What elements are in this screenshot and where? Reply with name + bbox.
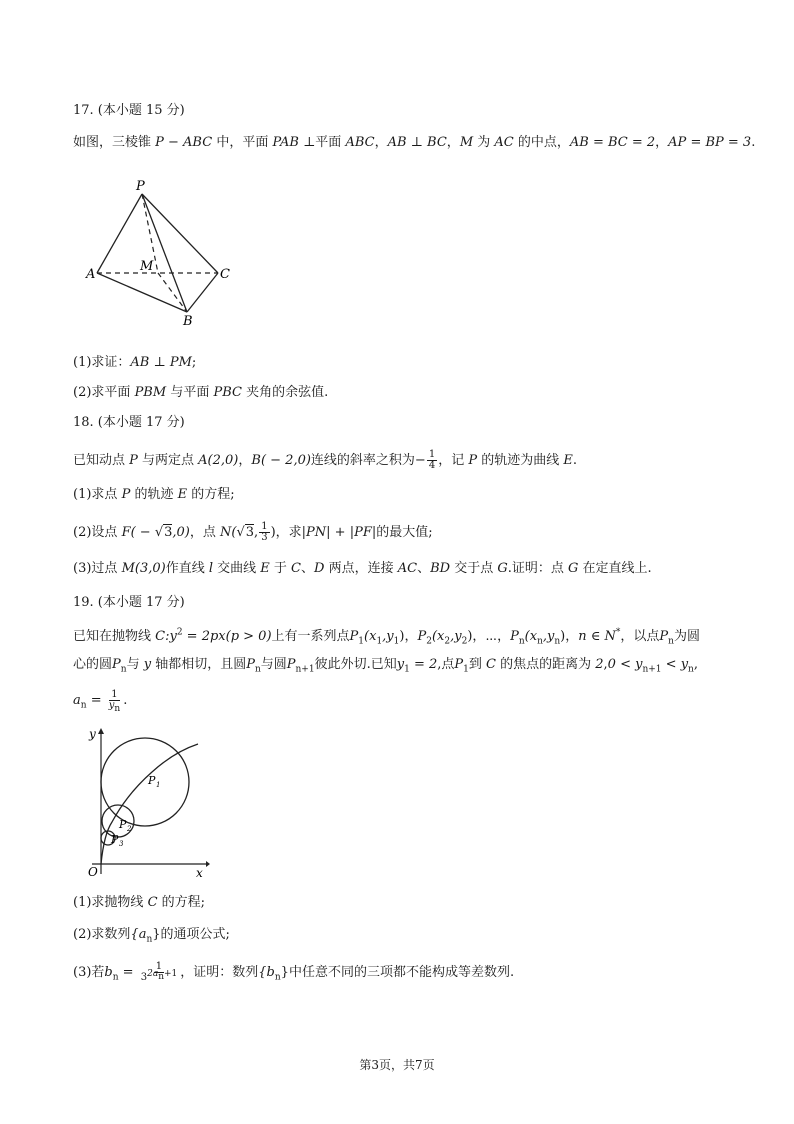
label-p3: P: [111, 833, 119, 846]
label-p2-sub: 2: [127, 825, 132, 833]
q18-part2: (2)设点 F( − √3,0)，点 N(√3, $\frac{1}{3}$ )，求|PN| + |PF|的最大值;: [73, 521, 433, 543]
fraction-one-quarter: $\frac{1}{4}$: [428, 449, 436, 471]
edge-bc: [187, 273, 218, 312]
label-y: y: [89, 727, 96, 741]
q19-line2: 心的圆$P_n$与 y 轴都相切，且圆$P_n$与圆$P_{n+1}$彼此外切.已知$y_1 = 2$,点$P_1$到 C 的焦点的距离为 $2,0 < y_{n+1} < y_n$,: [73, 657, 698, 675]
q19-line1: 已知在抛物线 $C:y^2 = 2px(p > 0)$上有一系列点$P_1(x_1,y_1)$，$P_2(x_2,y_2)$，⋯，$P_n(x_n,y_n)$，n ∈ N*，以点$P_n$为圆: [73, 627, 700, 647]
q18-statement: 已知动点 P 与两定点 A(2,0)，B( − 2,0)连线的斜率之积为− $\frac{1}{4}$ ，记 P 的轨迹为曲线 E.: [73, 449, 577, 471]
edge-pb: [142, 194, 187, 312]
q17-part2: (2)求平面 PBM 与平面 PBC 夹角的余弦值.: [73, 385, 329, 400]
q17-part1: (1)求证：AB ⊥ PM;: [73, 355, 197, 370]
q17-header: 17. (本小题 15 分): [73, 103, 185, 118]
circle-p1: [101, 738, 189, 826]
label-b: B: [183, 314, 193, 328]
label-p1: P: [148, 774, 156, 787]
q19-line3: $a_n$ = $\frac{1}{y_n}$ .: [73, 689, 128, 714]
label-o: O: [88, 865, 98, 879]
label-c: C: [220, 267, 230, 282]
edge-pa: [97, 194, 142, 273]
q19-part1: (1)求抛物线 C 的方程;: [73, 895, 206, 910]
q18-part1: (1)求点 P 的轨迹 E 的方程;: [73, 487, 235, 502]
label-p: P: [136, 179, 145, 194]
tetrahedron-figure: [82, 176, 242, 328]
label-p3-sub: 3: [119, 840, 124, 848]
label-a: A: [86, 267, 96, 282]
q19-part3: (3)若$b_n$ = $\frac{1}{3^{2a_n+1}}$ ，证明：数列$\{b_n\}$中任意不同的三项都不能构成等差数列.: [73, 961, 515, 983]
q18-header: 18. (本小题 17 分): [73, 415, 185, 430]
fraction-one-third: $\frac{1}{3}$: [261, 521, 268, 543]
x-axis-arrow: [206, 861, 210, 867]
q19-part2: (2)求数列$\{a_n\}$的通项公式;: [73, 927, 230, 945]
label-p2: P: [119, 818, 127, 831]
label-x: x: [196, 866, 203, 880]
edge-ab: [97, 273, 187, 312]
edge-pc: [142, 194, 218, 273]
fraction-bn-definition: $\frac{1}{3^{2a_n+1}}$: [140, 961, 178, 983]
q17-statement: 如图，三棱锥 P − ABC 中，平面 PAB ⊥平面 ABC，AB ⊥ BC，M 为 AC 的中点，AB = BC = 2，AP = BP = 3.: [73, 135, 756, 150]
page-footer: 第3页，共7页: [359, 1058, 435, 1072]
fraction-one-over-yn: $\frac{1}{y_n}$: [108, 689, 121, 714]
label-p1-sub: 1: [156, 781, 161, 789]
q18-part3: (3)过点 M(3,0)作直线 l 交曲线 E 于 C、D 两点，连接 AC、BD 交于点 G.证明：点 G 在定直线上.: [73, 561, 652, 576]
parabola-circles-figure: [82, 724, 212, 880]
y-axis-arrow: [98, 728, 104, 734]
q19-header: 19. (本小题 17 分): [73, 595, 185, 610]
label-m: M: [140, 259, 154, 274]
